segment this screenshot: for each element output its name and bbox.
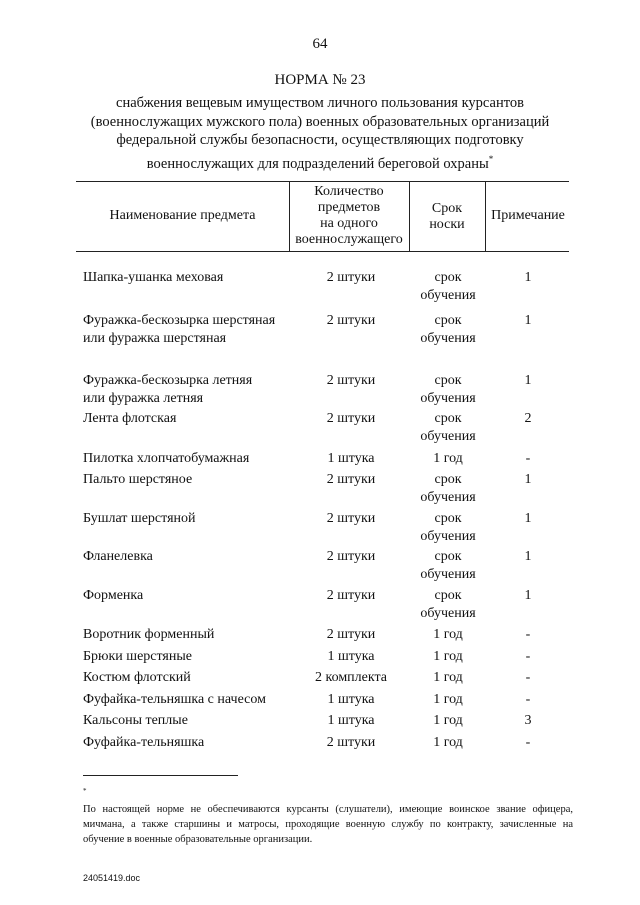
- header-term: [409, 201, 485, 233]
- header-qty: [289, 184, 409, 248]
- item-term: [410, 691, 486, 709]
- item-term: [410, 587, 486, 622]
- item-term: [410, 734, 486, 752]
- item-note: 3: [524, 713, 532, 728]
- page-number: 64: [312, 36, 328, 52]
- item-term-line: срок: [434, 472, 462, 487]
- item-name-line: или фуражка летняя: [83, 390, 204, 406]
- item-name-line: Воротник форменный: [83, 627, 215, 642]
- item-term-line: обучения: [420, 528, 476, 544]
- item-term: [410, 712, 486, 730]
- item-term-line: обучения: [420, 428, 476, 444]
- item-term-line: срок: [434, 588, 462, 603]
- item-note: 1: [524, 472, 532, 487]
- item-term: [410, 510, 486, 545]
- item-term-line: срок: [434, 373, 462, 388]
- item-note: -: [525, 649, 531, 664]
- item-term-line: обучения: [420, 566, 476, 582]
- page-title: НОРМА № 23: [274, 72, 366, 88]
- item-term-line: 1 год: [433, 713, 463, 728]
- item-term-line: 1 год: [433, 627, 463, 642]
- item-name-line: Фуфайка-тельняшка с начесом: [83, 692, 266, 707]
- item-term-line: срок: [434, 411, 462, 426]
- item-qty: 1 штука: [327, 713, 375, 728]
- item-name: [83, 712, 303, 730]
- footnote: [83, 784, 573, 847]
- item-qty: 1 штука: [327, 692, 375, 707]
- item-note: 1: [524, 588, 532, 603]
- item-name-line: Лента флотская: [83, 411, 177, 426]
- item-term-line: 1 год: [433, 692, 463, 707]
- item-note: -: [525, 692, 531, 707]
- item-name: [83, 471, 303, 489]
- item-term-line: обучения: [420, 489, 476, 505]
- item-name-line: Фуражка-бескозырка шерстяная: [83, 313, 276, 328]
- item-qty: 2 штуки: [326, 313, 376, 328]
- item-name-line: Фланелевка: [83, 549, 153, 564]
- item-note: 1: [524, 270, 532, 285]
- item-term-line: обучения: [420, 390, 476, 406]
- item-note: 1: [524, 313, 532, 328]
- item-term-line: 1 год: [433, 670, 463, 685]
- item-term: [410, 669, 486, 687]
- header-name: Наименование предмета: [109, 208, 256, 223]
- header-top-rule: [76, 181, 569, 182]
- item-qty: 2 штуки: [326, 511, 376, 526]
- subtitle-line: (военнослужащих мужского пола) военных образовательных организаций: [90, 113, 550, 130]
- subtitle-line-text: военнослужащих для подразделений береговой охраны: [146, 155, 489, 172]
- item-term-line: 1 год: [433, 649, 463, 664]
- item-term-line: обучения: [420, 330, 476, 346]
- subtitle-line: федеральной службы безопасности, осуществляющих подготовку: [116, 132, 524, 148]
- header-qty-line: военнослужащего: [295, 232, 403, 247]
- footnote-mark: *: [488, 153, 494, 164]
- item-name: [83, 410, 303, 428]
- item-name-line: Пальто шерстяное: [83, 472, 193, 487]
- item-term: [410, 450, 486, 468]
- item-note: 1: [524, 373, 532, 388]
- item-name-line: Пилотка хлопчатобумажная: [83, 451, 250, 466]
- item-term: [410, 626, 486, 644]
- item-term-line: обучения: [420, 605, 476, 621]
- item-name-line: Бушлат шерстяной: [83, 511, 196, 526]
- subtitle-line: [60, 150, 580, 174]
- header-qty-line: Количество: [314, 184, 384, 199]
- item-term: [410, 410, 486, 445]
- header-qty-line: предметов: [317, 200, 381, 215]
- footnote-text: По настоящей норме не обеспечиваются курсанты (слушатели), имеющие воинское звание офицера, мичмана, а также старшины и матросы, проходящие военную службу по контракту, зачисленные на обучение в военные образовательные организации.: [83, 804, 573, 845]
- item-qty: 2 штуки: [326, 627, 376, 642]
- header-term-line: Срок: [431, 201, 463, 216]
- item-name: [83, 648, 303, 666]
- item-term-line: срок: [434, 511, 462, 526]
- item-name: [83, 626, 303, 644]
- item-term-line: срок: [434, 270, 462, 285]
- document-id: 24051419.doc: [83, 873, 141, 883]
- item-name-line: Фуражка-бескозырка летняя: [83, 373, 253, 388]
- item-note: -: [525, 451, 531, 466]
- subtitle-line: снабжения вещевым имуществом личного пользования курсантов: [116, 95, 524, 111]
- footnote-separator: [83, 775, 238, 776]
- item-qty: 2 штуки: [326, 373, 376, 388]
- header-term-line: носки: [429, 217, 465, 232]
- item-name-line: Форменка: [83, 588, 144, 603]
- item-name-line: Костюм флотский: [83, 670, 191, 685]
- item-term: [410, 269, 486, 304]
- item-name: [83, 510, 303, 528]
- item-qty: 1 штука: [327, 451, 375, 466]
- footnote-mark: *: [83, 787, 87, 795]
- item-term-line: обучения: [420, 287, 476, 303]
- item-name-line: Брюки шерстяные: [83, 649, 192, 664]
- item-note: -: [525, 627, 531, 642]
- item-name: [83, 450, 303, 468]
- item-term: [410, 548, 486, 583]
- item-term-line: срок: [434, 549, 462, 564]
- item-name: [83, 269, 303, 287]
- item-term: [410, 471, 486, 506]
- item-note: 1: [524, 511, 532, 526]
- subtitle: [60, 94, 580, 173]
- item-qty: 2 штуки: [326, 270, 376, 285]
- item-term-line: 1 год: [433, 451, 463, 466]
- table-header: [76, 181, 569, 251]
- item-name: [83, 312, 303, 347]
- item-note: 2: [524, 411, 532, 426]
- item-qty: 2 штуки: [326, 411, 376, 426]
- item-name-line: Фуфайка-тельняшка: [83, 735, 205, 750]
- item-note: -: [525, 670, 531, 685]
- item-term: [410, 312, 486, 347]
- item-qty: 2 штуки: [326, 549, 376, 564]
- item-name-line: Кальсоны теплые: [83, 713, 188, 728]
- header-bottom-rule: [76, 251, 569, 252]
- item-name: [83, 669, 303, 687]
- item-name: [83, 372, 303, 407]
- item-name-line: Шапка-ушанка меховая: [83, 270, 224, 285]
- header-qty-line: на одного: [320, 216, 378, 231]
- item-term: [410, 648, 486, 666]
- item-name: [83, 691, 303, 709]
- item-qty: 2 штуки: [326, 735, 376, 750]
- item-name: [83, 548, 303, 566]
- item-qty: 1 штука: [327, 649, 375, 664]
- item-name-line: или фуражка шерстяная: [83, 330, 227, 346]
- item-qty: 2 комплекта: [315, 670, 387, 685]
- item-term-line: срок: [434, 313, 462, 328]
- item-name: [83, 587, 303, 605]
- item-qty: 2 штуки: [326, 472, 376, 487]
- item-name: [83, 734, 303, 752]
- item-note: 1: [524, 549, 532, 564]
- item-note: -: [525, 735, 531, 750]
- item-qty: 2 штуки: [326, 588, 376, 603]
- item-term-line: 1 год: [433, 735, 463, 750]
- header-note: Примечание: [491, 208, 565, 223]
- item-term: [410, 372, 486, 407]
